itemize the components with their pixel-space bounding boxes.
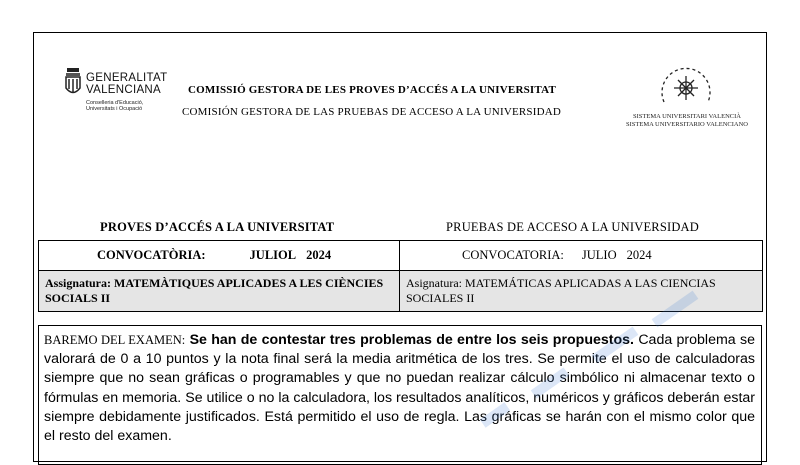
commission-title-es: COMISIÓN GESTORA DE LAS PRUEBAS DE ACCESO A LA UNIVERSIDAD <box>182 106 562 118</box>
conselleria-name: Conselleria d'Educació, Universitats i Ocupació <box>86 100 144 112</box>
convocatoria-row <box>39 241 763 271</box>
convocatoria-val: CONVOCATÒRIA: JULIOL 2024 <box>39 241 400 271</box>
grading-body: Cada problema se valorará de 0 a 10 puntos y la nota final será la media aritmética de los tres. Se permite el uso de calculadoras siempre que no sean gráficas o programables y que no puedan realizar cálculo simbólico ni almacenar texto o fórmulas en memoria. Se utilice o no la calculadora, los resultados analíticos, numéricos y gráficos deberán estar siempre debidamente justificados. Está permitido el uso de regla. Las gráficas se harán con el mismo color que el resto del examen. <box>44 332 755 445</box>
generalitat-wordmark: GENERALITAT VALENCIANA <box>86 72 168 96</box>
exam-heading-es: PRUEBAS DE ACCESO A LA UNIVERSIDAD <box>446 220 700 234</box>
convocatoria-es: CONVOCATORIA: JULIO 2024 <box>400 241 763 271</box>
subject-val: Assignatura: MATEMÀTIQUES APLICADES A LES CIÈNCIES SOCIALS II <box>39 271 400 312</box>
suv-seal-icon <box>656 62 716 114</box>
grading-criteria-box <box>38 325 762 465</box>
generalitat-logo <box>64 66 174 122</box>
exam-heading-val: PROVES D’ACCÉS A LA UNIVERSITAT <box>100 220 335 234</box>
grading-label: BAREMO DEL EXAMEN: <box>44 333 186 347</box>
coat-of-arms-icon <box>64 68 82 98</box>
exam-info-table <box>38 240 763 312</box>
subject-es: Asignatura: MATEMÁTICAS APLICADAS A LAS CIENCIAS SOCIALES II <box>400 271 763 312</box>
grading-lead: Se han de contestar tres problemas de entre los seis propuestos. <box>189 332 634 348</box>
suv-seal-caption: SISTEMA UNIVERSITARI VALENCIÀ SISTEMA UNIVERSITARIO VALENCIANO <box>625 113 749 128</box>
commission-title-val: COMISSIÓ GESTORA DE LES PROVES D’ACCÉS A LA UNIVERSITAT <box>188 84 556 96</box>
subject-row <box>39 271 763 312</box>
